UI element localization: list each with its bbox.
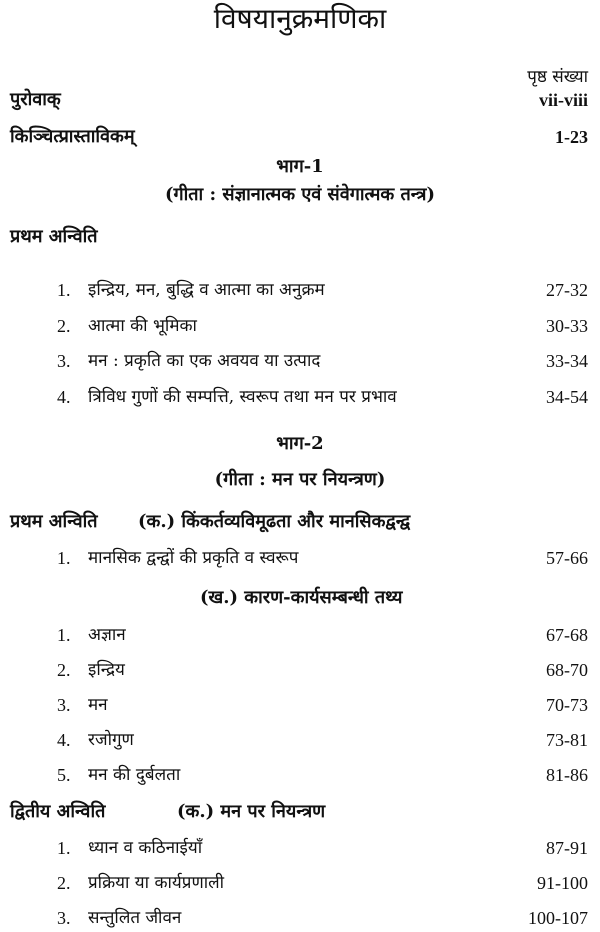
item-label: ध्यान व कठिनाईयाँ (88, 838, 203, 858)
unit-heading: प्रथम अन्विति (10, 226, 98, 247)
unit-heading: प्रथम अन्विति (10, 511, 98, 532)
item-pages: 33-34 (546, 351, 588, 371)
item-pages: 70-73 (546, 695, 588, 715)
item-number: 2. (57, 316, 71, 336)
item-number: 2. (57, 873, 71, 893)
unit-heading: द्वितीय अन्विति (10, 801, 106, 822)
item-label: इन्द्रिय (88, 660, 125, 680)
section-heading: (क.) मन पर नियन्त्रण (177, 801, 326, 822)
item-number: 4. (57, 387, 71, 407)
item-number: 5. (57, 765, 71, 785)
item-number: 1. (57, 280, 71, 300)
item-pages: 67-68 (546, 625, 588, 645)
item-label: सन्तुलित जीवन (88, 908, 182, 928)
item-pages: 81-86 (546, 765, 588, 785)
item-pages: 27-32 (546, 280, 588, 300)
item-label: त्रिविध गुणों की सम्पत्ति, स्वरूप तथा मन पर प्रभाव (88, 387, 397, 407)
item-number: 1. (57, 548, 71, 568)
item-label: रजोगुण (88, 730, 134, 750)
item-pages: 30-33 (546, 316, 588, 336)
item-label: मन (88, 695, 108, 715)
section-heading: (ख.) कारण-कार्यसम्बन्धी तथ्य (200, 587, 403, 608)
item-pages: 87-91 (546, 838, 588, 858)
part-heading: भाग-2 (276, 433, 324, 454)
item-label: अज्ञान (88, 625, 126, 645)
item-number: 1. (57, 625, 71, 645)
item-label: मानसिक द्वन्द्वों की प्रकृति व स्वरूप (88, 548, 299, 568)
item-number: 2. (57, 660, 71, 680)
item-number: 3. (57, 908, 71, 928)
toc-entry-label: पुरोवाक् (10, 89, 61, 110)
item-number: 3. (57, 695, 71, 715)
item-number: 1. (57, 838, 71, 858)
item-number: 3. (57, 351, 71, 371)
toc-entry-label: किञ्चित्प्रास्ताविकम् (10, 126, 135, 147)
item-pages: 57-66 (546, 548, 588, 568)
item-pages: 91-100 (537, 873, 588, 893)
part-subtitle: (गीता : संज्ञानात्मक एवं संवेगात्मक तन्त्र) (164, 184, 436, 205)
part-subtitle: (गीता : मन पर नियन्त्रण) (214, 469, 386, 490)
page-number-column-header: पृष्ठ संख्या (527, 67, 588, 87)
item-label: मन की दुर्बलता (88, 765, 181, 785)
toc-entry-pages: vii-viii (539, 90, 588, 110)
item-pages: 68-70 (546, 660, 588, 680)
item-label: आत्मा की भूमिका (88, 316, 197, 336)
item-label: इन्द्रिय, मन, बुद्धि व आत्मा का अनुक्रम (88, 280, 325, 300)
item-label: प्रक्रिया या कार्यप्रणाली (88, 873, 225, 893)
item-pages: 73-81 (546, 730, 588, 750)
page-title: विषयानुक्रमणिका (213, 2, 387, 35)
item-number: 4. (57, 730, 71, 750)
section-heading: (क.) किंकर्तव्यविमूढता और मानसिकद्वन्द्व (138, 511, 411, 532)
part-heading: भाग-1 (276, 156, 324, 177)
item-label: मन : प्रकृति का एक अवयव या उत्पाद (88, 351, 321, 371)
toc-entry-pages: 1-23 (555, 127, 588, 147)
item-pages: 100-107 (528, 908, 588, 928)
item-pages: 34-54 (546, 387, 588, 407)
